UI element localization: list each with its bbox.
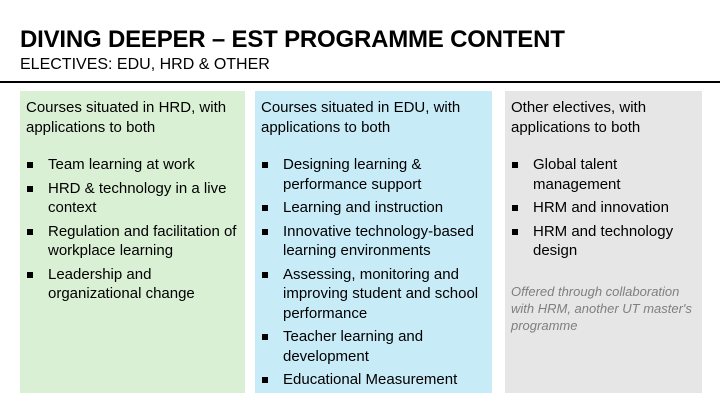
list-item (26, 265, 239, 304)
square-bullet-icon (512, 229, 518, 235)
course-name: Learning and instruction (283, 199, 444, 216)
course-name: HRD & technology in a live context (48, 179, 227, 216)
course-name: Teacher learning and development (283, 328, 424, 365)
list-item (261, 198, 486, 218)
course-name: Designing learning & performance support (283, 156, 422, 193)
list-item (511, 155, 696, 194)
edu-electives-box (255, 91, 492, 393)
course-name: Regulation and facilitation of workplace learning (48, 222, 237, 259)
course-name: Global talent management (533, 156, 621, 193)
list-item (26, 179, 239, 218)
square-bullet-icon (512, 162, 518, 168)
list-item (261, 222, 486, 261)
edu-course-list (261, 155, 486, 390)
square-bullet-icon (262, 377, 268, 383)
slide-subtitle: ELECTIVES: EDU, HRD & OTHER (20, 56, 270, 73)
list-item (511, 198, 696, 218)
other-electives-box (505, 91, 702, 393)
list-item (26, 222, 239, 261)
other-course-list (511, 155, 696, 261)
course-name: HRM and innovation (533, 199, 669, 216)
square-bullet-icon (27, 272, 33, 278)
collaboration-note: Offered through collaboration with HRM, another UT master's programme (511, 283, 692, 333)
square-bullet-icon (27, 186, 33, 192)
square-bullet-icon (512, 205, 518, 211)
square-bullet-icon (27, 162, 33, 168)
hrd-heading: Courses situated in HRD, with applications to both (26, 99, 227, 136)
course-name: Assessing, monitoring and improving student and school performance (283, 265, 479, 322)
course-name: Innovative technology-based learning environments (283, 222, 474, 259)
list-item (261, 327, 486, 366)
course-name: Team learning at work (48, 156, 195, 173)
square-bullet-icon (262, 205, 268, 211)
edu-heading: Courses situated in EDU, with applications to both (261, 99, 461, 136)
list-item (261, 265, 486, 324)
list-item (511, 222, 696, 261)
square-bullet-icon (262, 272, 268, 278)
course-name: Leadership and organizational change (48, 265, 195, 302)
slide-title: DIVING DEEPER – EST PROGRAMME CONTENT (20, 26, 565, 53)
square-bullet-icon (27, 229, 33, 235)
square-bullet-icon (262, 162, 268, 168)
list-item (261, 370, 486, 390)
hrd-course-list (26, 155, 239, 304)
course-name: HRM and technology design (533, 222, 674, 259)
square-bullet-icon (262, 334, 268, 340)
course-name: Educational Measurement (283, 371, 458, 388)
list-item (261, 155, 486, 194)
square-bullet-icon (262, 229, 268, 235)
title-divider (0, 81, 720, 83)
hrd-electives-box (20, 91, 245, 393)
other-heading: Other electives, with applications to both (511, 99, 647, 136)
list-item (26, 155, 239, 175)
